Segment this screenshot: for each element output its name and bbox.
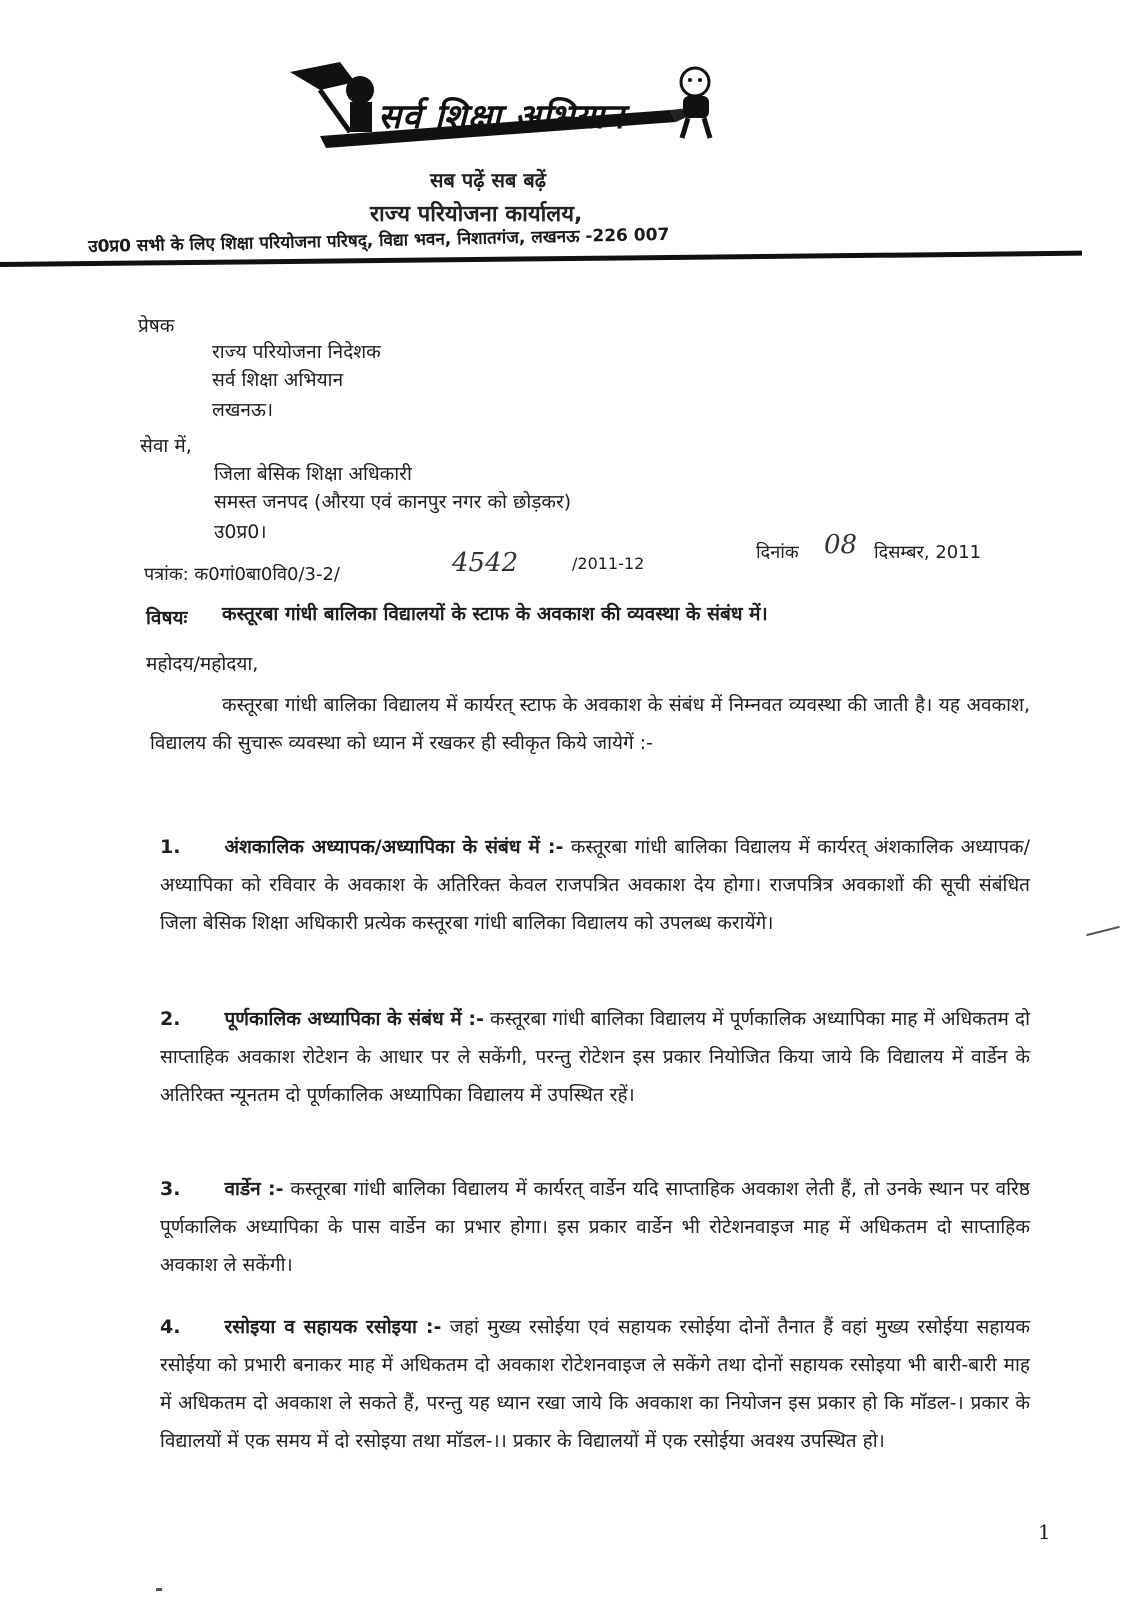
page-number: 1	[1038, 1520, 1051, 1544]
tagline: सब पढ़ें सब बढ़ें	[430, 168, 547, 192]
handwritten-date-day: 08	[824, 530, 858, 560]
point-2	[160, 1000, 1030, 1114]
subject-label: विषयः	[146, 607, 188, 629]
recipient-line-3: उ0प्र0।	[214, 521, 267, 543]
point-3-text: कस्तूरबा गांधी बालिका विद्यालय में कार्यरत् वार्डेन यदि साप्ताहिक अवकाश लेती हैं, तो उनके स्थान पर वरिष्ठ पूर्णकालिक अध्यापिका के पास वार्डेन का प्रभार होगा। इस प्रकार वार्डेन भी रोटेशनवाइज माह में अधिकतम दो साप्ताहिक अवकाश ले सकेंगी।	[160, 1178, 1030, 1276]
point-1-text: कस्तूरबा गांधी बालिका विद्यालय में कार्यरत् अंशकालिक अध्यापक/अध्यापिका को रविवार के अवकाश के अतिरिक्त केवल राजपत्रित अवकाश देय होगा। राजपत्रित्र अवकाशों की सूची संबंधित जिला बेसिक शिक्षा अधिकारी प्रत्येक कस्तूरबा गांधी बालिका विद्यालय को उपलब्ध करायेंगे।	[160, 836, 1030, 934]
salutation: महोदय/महोदया,	[146, 653, 259, 675]
subject-text: कस्तूरबा गांधी बालिका विद्यालयों के स्टाफ के अवकाश की व्यवस्था के संबंध में।	[222, 603, 768, 625]
point-1	[160, 828, 1030, 942]
recipient-line-1: जिला बेसिक शिक्षा अधिकारी	[214, 463, 412, 485]
point-4-text: जहां मुख्य रसोईया एवं सहायक रसोईया दोनों तैनात हैं वहां मुख्य रसोईया सहायक रसोईया को प्रभारी बनाकर माह में अधिकतम दो अवकाश रोटेशनवाइज ले सकेंगे तथा दोनों सहायक रसोइया भी बारी-बारी माह में अधिकतम दो अवकाश ले सकते हैं, परन्तु यह ध्यान रखा जाये कि अवकाश का नियोजन इस प्रकार हो कि मॉडल-। प्रकार के विद्यालयों में एक समय में दो रसोइया तथा मॉडल-।। प्रकार के विद्यालयों में एक रसोईया अवश्य उपस्थित हो।	[160, 1316, 1030, 1452]
point-3	[160, 1170, 1030, 1284]
point-2-number: 2.	[160, 1008, 181, 1030]
sender-line-3: लखनऊ।	[212, 399, 274, 421]
sender-line-2: सर्व शिक्षा अभियान	[212, 369, 344, 391]
office-name: राज्य परियोजना कार्यालय,	[370, 202, 583, 227]
point-1-number: 1.	[160, 836, 181, 858]
recipient-label: सेवा में,	[140, 435, 192, 457]
date-month-year: दिसम्बर, 2011	[874, 542, 982, 563]
intro-paragraph: कस्तूरबा गांधी बालिका विद्यालय में कार्यरत् स्टाफ के अवकाश के संबंध में निम्नवत व्यवस्था की जाती है। यह अवकाश, विद्यालय की सुचारू व्यवस्था को ध्यान में रखकर ही स्वीकृत किये जायेगें :-	[150, 694, 1030, 754]
scan-mark	[1086, 926, 1119, 936]
scan-mark-bottom	[156, 1588, 162, 1591]
reference-prefix: पत्रांक: क0गां0बा0वि0/3-2/	[144, 564, 340, 585]
point-2-text: कस्तूरबा गांधी बालिका विद्यालय में पूर्णकालिक अध्यापिका माह में अधिकतम दो साप्ताहिक अवकाश रोटेशन के आधार पर ले सकेंगी, परन्तु रोटेशन इस प्रकार नियोजित किया जाये कि विद्यालय में वार्डेन के अतिरिक्त न्यूनतम दो पूर्णकालिक अध्यापिका विद्यालय में उपस्थित रहें।	[160, 1008, 1031, 1106]
sender-line-1: राज्य परियोजना निदेशक	[212, 341, 381, 363]
point-1-heading: अंशकालिक अध्यापक/अध्यापिका के संबंध में :-	[224, 836, 564, 858]
logo-title: सर्व शिक्षा अभियान	[378, 97, 625, 137]
point-3-heading: वार्डेन :-	[224, 1178, 284, 1200]
office-address: उ0प्र0 सभी के लिए शिक्षा परियोजना परिषद्, विद्या भवन, निशातगंज, लखनऊ -226 007	[88, 224, 670, 257]
reference-year: /2011-12	[572, 554, 645, 573]
sender-label: प्रेषक	[138, 315, 175, 337]
point-2-heading: पूर्णकालिक अध्यापिका के संबंध में :-	[224, 1008, 484, 1030]
point-4	[160, 1308, 1030, 1460]
point-3-number: 3.	[160, 1178, 181, 1200]
recipient-line-2: समस्त जनपद (औरया एवं कानपुर नगर को छोड़कर)	[214, 491, 572, 513]
date-label: दिनांक	[756, 542, 799, 563]
handwritten-letter-number: 4542	[452, 548, 519, 578]
point-4-number: 4.	[160, 1316, 181, 1338]
point-4-heading: रसोइया व सहायक रसोइया :-	[224, 1316, 442, 1338]
